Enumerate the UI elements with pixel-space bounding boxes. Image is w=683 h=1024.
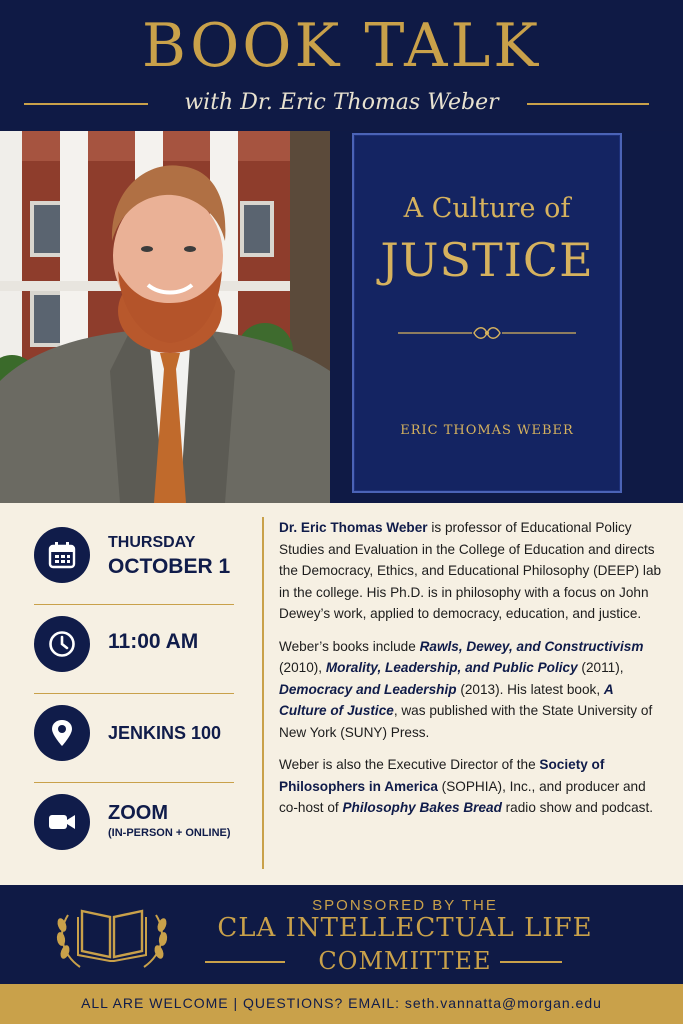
book-title: Democracy and Leadership (279, 681, 457, 697)
speaker-name: Dr. Eric Thomas Weber (279, 520, 428, 535)
video-camera-icon (34, 794, 90, 850)
org-name: Society of Philosophers in America (279, 757, 605, 794)
show-name: Philosophy Bakes Bread (342, 800, 502, 815)
event-day: THURSDAY (108, 534, 196, 551)
book-author: ERIC THOMAS WEBER (400, 423, 574, 438)
separator (34, 782, 234, 783)
date-row (34, 517, 234, 606)
separator (34, 693, 234, 694)
page-title: BOOK TALK (141, 11, 542, 81)
book-cover (352, 133, 622, 493)
event-details (34, 517, 234, 873)
calendar-icon (34, 527, 90, 583)
subtitle: with Dr. Eric Thomas Weber (184, 90, 499, 115)
speaker-bio (279, 517, 664, 830)
vertical-divider (262, 517, 264, 869)
format-row (34, 784, 234, 873)
event-date: OCTOBER 1 (108, 555, 231, 578)
subtitle-row (0, 86, 683, 120)
ornament-icon (398, 323, 576, 343)
bio-paragraph-2: Weber’s books include Rawls, Dewey, and Constructivism (2010), Morality, Leadership, and Public Policy (2011), Democracy and Leadership (2013). His latest book, A Culture of Justice, was published with the State University of New York (SUNY) Press. (279, 638, 653, 740)
event-format-note: (IN-PERSON + ONLINE) (108, 827, 231, 839)
separator (34, 604, 234, 605)
footer-text: ALL ARE WELCOME | QUESTIONS? EMAIL: seth.vannatta@morgan.edu (81, 995, 602, 1011)
book-laurel-icon (52, 895, 172, 975)
sponsor-rule-right (500, 961, 562, 963)
bio-paragraph-1: Dr. Eric Thomas Weber is professor of Educational Policy Studies and Evaluation in the College of Education and directs the Democracy, Ethics, and Educational Philosophy (DEEP) lab in the college. His Ph.D. is in philosophy with a focus on John Dewey’s work, applied to democracy, education, and justice. (279, 520, 662, 621)
info-panel (0, 503, 683, 885)
footer (0, 984, 683, 1024)
book-title: A Culture of Justice (279, 681, 614, 718)
event-location: JENKINS 100 (108, 723, 222, 743)
location-row (34, 695, 234, 784)
header (0, 0, 683, 130)
sponsor-banner (0, 885, 683, 984)
sponsor-label: SPONSORED BY THE (312, 897, 498, 914)
location-pin-icon (34, 705, 90, 761)
book-title-line1: A Culture of (403, 193, 571, 224)
event-time: 11:00 AM (108, 630, 199, 653)
subtitle-rule-right (527, 103, 649, 105)
time-row (34, 606, 234, 695)
event-format: ZOOM (108, 802, 168, 824)
sponsor-name: CLA INTELLECTUAL LIFE (217, 913, 593, 943)
clock-icon (34, 616, 90, 672)
speaker-photo (0, 131, 330, 503)
sponsor-name-2: COMMITTEE (318, 947, 492, 975)
book-cover-area (330, 131, 683, 503)
book-title: Rawls, Dewey, and Constructivism (419, 638, 644, 654)
book-title: Morality, Leadership, and Public Policy (325, 660, 578, 675)
bio-paragraph-3: Weber is also the Executive Director of the Society of Philosophers in America (SOPHIA), Inc., and producer and co-host of Philosophy Bakes Bread radio show and podcast. (279, 757, 654, 815)
book-title-line2: JUSTICE (380, 233, 594, 287)
